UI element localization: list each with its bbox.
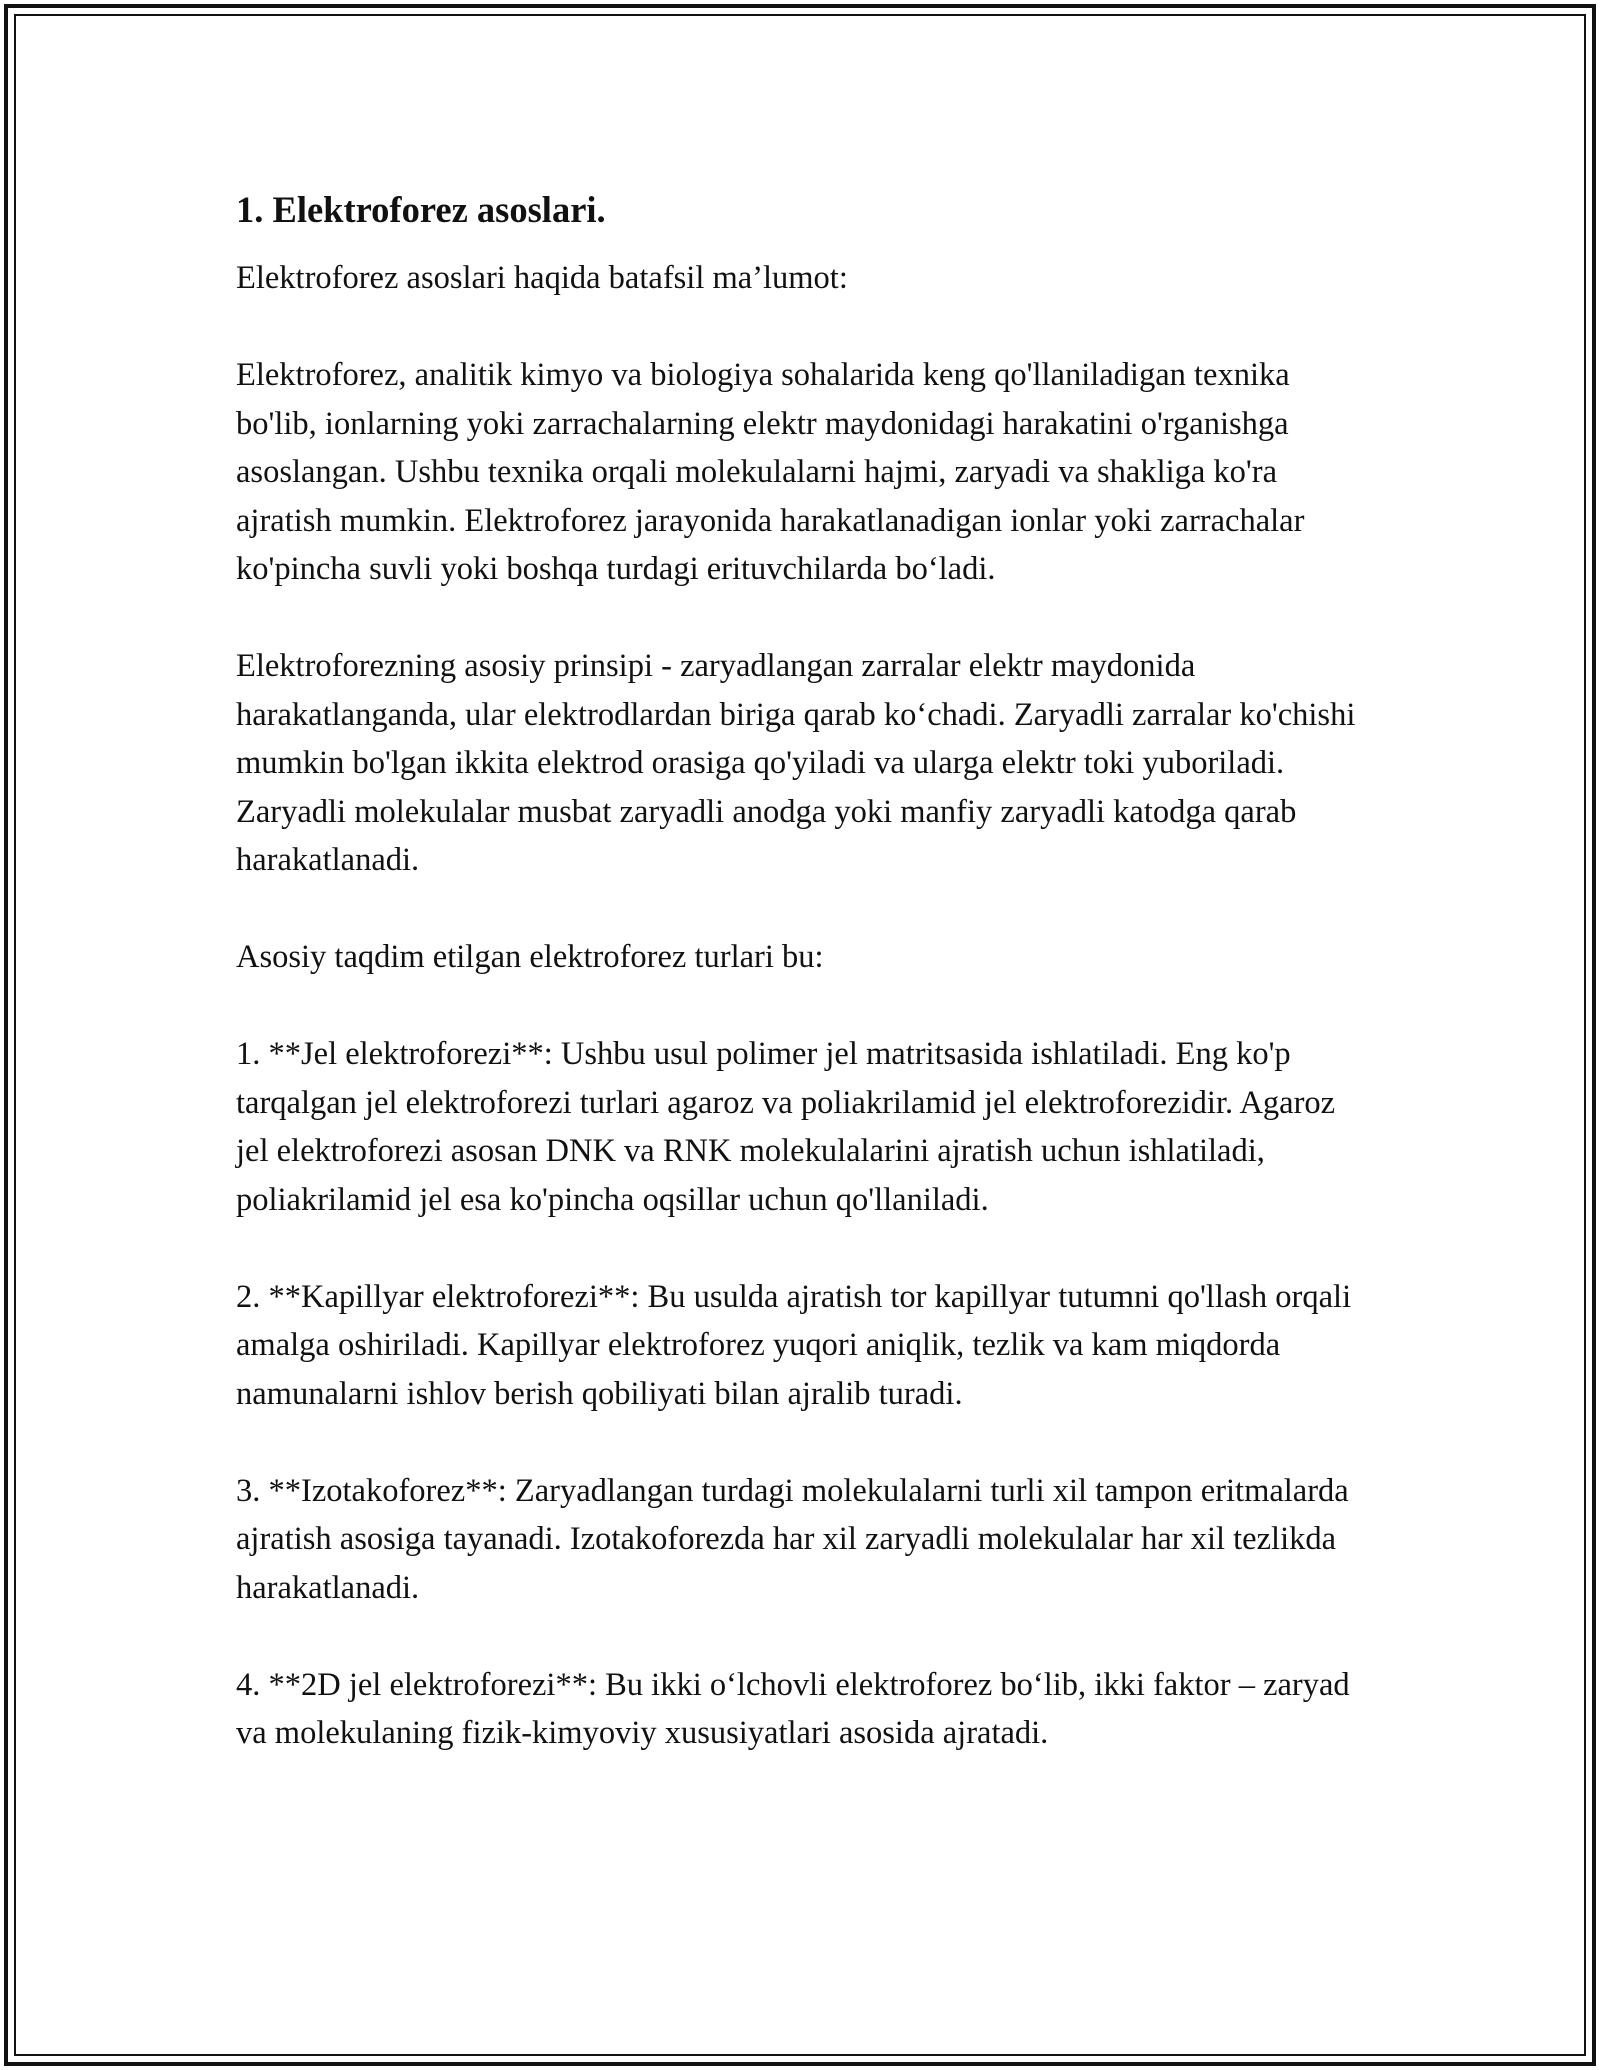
document-body [236, 186, 1366, 1758]
section-heading: 1. Elektroforez asoslari. [236, 189, 606, 230]
list-item-gel-electrophoresis: 1. **Jel elektroforezi**: Ushbu usul polimer jel matritsasida ishlatiladi. Eng ko'p tarqalgan jel elektroforezi turlari agaroz va poliakrilamid jel elektroforezidir. Agaroz jel elektroforezi asosan DNK va RNK molekulalarini ajratish uchun ishlatiladi, poliakrilamid jel esa ko'pincha oqsillar uchun qo'llaniladi. [236, 1036, 1336, 1218]
list-item-2d-gel-electrophoresis: 4. **2D jel elektroforezi**: Bu ikki o‘lchovli elektroforez bo‘lib, ikki faktor – zaryad va molekulaning fizik-kimyoviy xususiyatlari asosida ajratadi. [236, 1666, 1350, 1751]
principle-paragraph: Elektroforezning asosiy prinsipi - zaryadlangan zarralar elektr maydonida harakatlanganda, ular elektrodlardan biriga qarab ko‘chadi. Zaryadli zarralar ko'chishi mumkin bo'lgan ikkita elektrod orasiga qo'yiladi va ularga elektr toki yuboriladi. Zaryadli molekulalar musbat zaryadli anodga yoki manfiy zaryadli katodga qarab harakatlanadi. [236, 648, 1356, 878]
types-intro-paragraph: Asosiy taqdim etilgan elektroforez turlari bu: [236, 939, 824, 975]
list-item-capillary-electrophoresis: 2. **Kapillyar elektroforezi**: Bu usulda ajratish tor kapillyar tutumni qo'llash orqali amalga oshiriladi. Kapillyar elektroforez yuqori aniqlik, tezlik va kam miqdorda namunalarni ishlov berish qobiliyati bilan ajralib turadi. [236, 1278, 1352, 1412]
intro-paragraph: Elektroforez asoslari haqida batafsil ma’lumot: [236, 260, 848, 296]
definition-paragraph: Elektroforez, analitik kimyo va biologiya sohalarida keng qo'llaniladigan texnika bo'lib, ionlarning yoki zarrachalarning elektr maydonidagi harakatini o'rganishga asoslangan. Ushbu texnika orqali molekulalarni hajmi, zaryadi va shakliga ko'ra ajratish mumkin. Elektroforez jarayonida harakatlanadigan ionlar yoki zarrachalar ko'pincha suvli yoki boshqa turdagi erituvchilarda bo‘ladi. [236, 357, 1305, 587]
list-item-isotachophoresis: 3. **Izotakoforez**: Zaryadlangan turdagi molekulalarni turli xil tampon eritmalarda ajratish asosiga tayanadi. Izotakoforezda har xil zaryadli molekulalar har xil tezlikda harakatlanadi. [236, 1472, 1349, 1606]
